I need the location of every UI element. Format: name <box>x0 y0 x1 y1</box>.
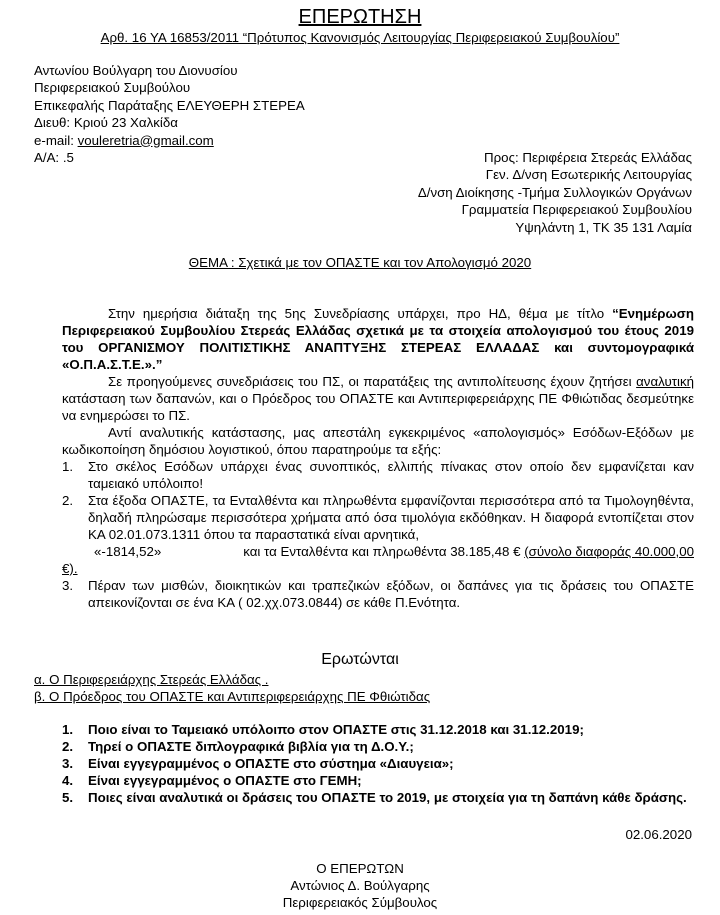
signature-name: Αντώνιος Δ. Βούλγαρης <box>290 878 430 893</box>
signature-role: Περιφερειακός Σύμβουλος <box>282 895 438 910</box>
sender-email-line <box>34 132 305 149</box>
protocol-number: Α/Α: .5 <box>34 150 74 165</box>
list-item <box>62 492 694 577</box>
question-item <box>62 721 702 738</box>
list-item-text: Στο σκέλος Εσόδων υπάρχει ένας συνοπτικός, ελλιπής πίνακας στον οποίο δεν εμφανίζεται καν ταμειακό υπόλοιπο! <box>88 459 694 491</box>
list-item-text: Στα έξοδα ΟΠΑΣΤΕ, τα Ενταλθέντα και πληρωθέντα εμφανίζονται περισσότερα από τα Τιμολογηθέντα, δηλαδή πληρώσαμε περισσότερα χρήματα από όσα τιμολόγια εκδόθηκαν. Η διαφορά εντοπίζεται στον ΚΑ 02.01.073.1311 όπου τα παραστατικά είναι αρνητικά, <box>88 493 694 542</box>
paragraph-2-underlined: αναλυτική <box>636 374 694 389</box>
email-link[interactable]: vouleretria@gmail.com <box>77 132 214 148</box>
amount-line <box>88 543 694 560</box>
question-text: Τηρεί ο ΟΠΑΣΤΕ διπλογραφικά βιβλία για τη Δ.Ο.Υ.; <box>88 739 414 754</box>
question-text: Ποιο είναι το Ταμειακό υπόλοιπο στον ΟΠΑΣΤΕ στις 31.12.2018 και 31.12.2019; <box>88 722 584 737</box>
amount-total: (σύνολο διαφοράς 40.000,00 <box>524 544 694 559</box>
paragraph-1-text: Στην ημερήσια διάταξη της 5ης Συνεδρίασης υπάρχει, προ ΗΔ, θέμα με τίτλο <box>108 306 613 321</box>
observations-list <box>62 458 694 611</box>
document-subtitle: Αρθ. 16 ΥΑ 16853/2011 “Πρότυπος Κανονισμός Λειτουργίας Περιφερειακού Συμβουλίου” <box>100 30 620 45</box>
paragraph-2-text: Σε προηγούμενες συνεδριάσεις του ΠΣ, οι παρατάξεις της αντιπολίτευσης έχουν ζητήσει <box>108 374 637 389</box>
email-label: e-mail: <box>34 132 78 148</box>
sender-address: Διευθ: Κριού 23 Χαλκίδα <box>34 115 178 131</box>
question-number: 5. <box>62 790 74 805</box>
paragraph-2 <box>62 373 694 424</box>
recipient-line: Γεν. Δ/νση Εσωτερικής Λειτουργίας <box>485 167 692 183</box>
sender-block <box>34 62 305 149</box>
subject-line: ΘΕΜΑ : Σχετικά με τον ΟΠΑΣΤΕ και τον Απολογισμό 2020 <box>188 255 532 270</box>
question-number: 4. <box>62 773 74 788</box>
signature-block <box>0 860 720 911</box>
recipient-line: Δ/νση Διοίκησης -Τμήμα Συλλογικών Οργάνων <box>417 184 692 200</box>
document-title: ΕΠΕΡΩΤΗΣΗ <box>298 6 422 28</box>
list-item-number: 3. <box>62 578 74 593</box>
list-item <box>62 458 694 492</box>
question-text: Ποιες είναι αναλυτικά οι δράσεις του ΟΠΑΣΤΕ το 2019, με στοιχεία για τη δαπάνη κάθε δράσης. <box>88 790 687 805</box>
recipient-line: Υψηλάντη 1, ΤΚ 35 131 Λαμία <box>515 219 692 235</box>
recipient-block <box>418 149 692 236</box>
questions-ol <box>62 721 702 806</box>
sender-faction: Επικεφαλής Παράταξης ΕΛΕΥΘΕΡΗ ΣΤΕΡΕΑ <box>34 97 305 113</box>
question-number: 2. <box>62 739 74 754</box>
paragraph-1-bold: “Ενημέρωση Περιφερειακού Συμβουλίου Στερεάς Ελλάδας σχετικά με τα στοιχεία απολογισμού του έτους 2019 του ΟΡΓΑΝΙΣΜΟΥ ΠΟΛΙΤΙΣΤΙΚΗΣ ΑΝΑΠΤΥΞΗΣ ΣΤΕΡΕΑΣ ΕΛΛΑΔΑΣ και συντομογραφικά «Ο.Π.Α.Σ.Τ.Ε.».” <box>62 306 694 372</box>
paragraph-1 <box>62 305 694 373</box>
addressee-b: β. Ο Πρόεδρος του ΟΠΑΣΤΕ και Αντιπεριφερειάρχης ΠΕ Φθιώτιδας <box>34 689 431 704</box>
questions-list <box>62 721 702 806</box>
question-text: Είναι εγγεγραμμένος ο ΟΠΑΣΤΕ στο ΓΕΜΗ; <box>88 773 362 788</box>
document-date: 02.06.2020 <box>625 827 692 842</box>
amount-total-end: €). <box>62 561 78 576</box>
question-item <box>62 738 702 755</box>
negative-amount: «-1814,52» <box>94 544 162 559</box>
paragraph-3: Αντί αναλυτικής κατάστασης, μας απεστάλη εγκεκριμένος «απολογισμός» Εσόδων-Εξόδων με κωδικοποίηση δημόσιου λογιστικού, όπου παρατηρούμε τα εξής: <box>62 425 694 457</box>
question-text: Είναι εγγεγραμμένος ο ΟΠΑΣΤΕ στο σύστημα «Διαυγεια»; <box>88 756 454 771</box>
recipient-line: Προς: Περιφέρεια Στερεάς Ελλάδας <box>484 150 692 165</box>
asked-heading: Ερωτώνται <box>321 651 399 668</box>
list-item-number: 1. <box>62 459 74 474</box>
question-number: 1. <box>62 722 74 737</box>
signature-title: Ο ΕΠΕΡΩΤΩΝ <box>316 861 404 876</box>
recipient-line: Γραμματεία Περιφερειακού Συμβουλίου <box>461 202 692 218</box>
list-item-number: 2. <box>62 493 74 508</box>
list-item-text: Πέραν των μισθών, διοικητικών και τραπεζικών εξόδων, οι δαπάνες για τις δράσεις του ΟΠΑΣΤΕ απεικονίζονται σε ένα ΚΑ ( 02.χχ.073.0844) σε κάθε Π.Ενότητα. <box>88 578 694 610</box>
question-item <box>62 789 702 806</box>
body-text <box>62 305 694 611</box>
paragraph-2-text-end: κατάσταση των δαπανών, και ο Πρόεδρος του ΟΠΑΣΤΕ και Αντιπεριφερειάρχης ΠΕ Φθιώτιδας δεσμεύτηκε να ενημερώσει το ΠΣ. <box>62 391 694 423</box>
sender-role: Περιφερειακού Συμβούλου <box>34 80 191 96</box>
list-item <box>62 577 694 611</box>
question-item <box>62 755 702 772</box>
sender-name: Αντωνίου Βούλγαρη του Διονυσίου <box>34 63 238 78</box>
question-item <box>62 772 702 789</box>
amount-text: και τα Ενταλθέντα και πληρωθέντα 38.185,48 € <box>243 544 525 559</box>
question-number: 3. <box>62 756 74 771</box>
addressee-a: α. Ο Περιφερειάρχης Στερεάς Ελλάδας . <box>34 672 269 687</box>
